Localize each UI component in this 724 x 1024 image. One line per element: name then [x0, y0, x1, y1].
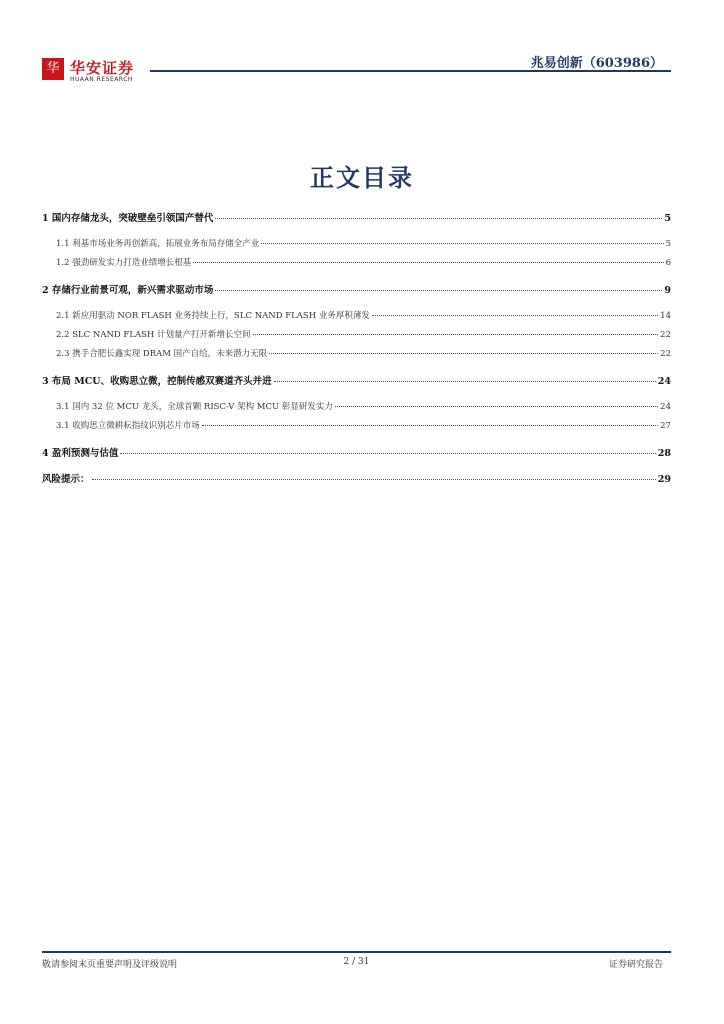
toc-leader-dots [92, 479, 656, 480]
toc-entry[interactable] [42, 309, 671, 325]
header-divider [150, 70, 671, 72]
toc-leader-dots [202, 425, 658, 426]
disclaimer-note: 敬请参阅末页重要声明及评级说明 [42, 960, 178, 970]
toc-entry-page: 24 [660, 402, 671, 412]
toc-entry[interactable] [42, 210, 671, 226]
toc-entry-page: 22 [660, 349, 671, 359]
toc-entry-page: 28 [657, 448, 671, 459]
toc-entry-label: 2.3 携手合肥长鑫实现 DRAM 国产自给，未来潜力无限 [56, 349, 268, 359]
toc-leader-dots [215, 218, 662, 219]
toc-entry[interactable] [42, 347, 671, 363]
toc-leader-dots [335, 406, 658, 407]
toc-entry[interactable] [42, 471, 671, 487]
toc-entry[interactable] [42, 445, 671, 461]
page-number: 2 / 31 [343, 957, 370, 967]
footer-divider [42, 951, 671, 953]
toc-leader-dots [274, 381, 656, 382]
toc-entry[interactable] [42, 419, 671, 435]
brand-logo-icon: 华 [42, 58, 64, 80]
toc-entry[interactable] [42, 282, 671, 298]
toc-entry-page: 6 [665, 258, 671, 268]
toc-entry-label: 3 布局 MCU、收购思立微，控制传感双赛道齐头并进 [42, 376, 272, 387]
toc-entry-page: 9 [664, 285, 671, 296]
toc-entry-label: 风险提示： [42, 474, 90, 485]
toc-entry[interactable] [42, 328, 671, 344]
toc-entry[interactable] [42, 237, 671, 253]
toc-entry-label: 4 盈利预测与估值 [42, 448, 119, 459]
brand-name-cn: 华安证券 [70, 59, 135, 77]
toc-entry-page: 14 [660, 311, 671, 321]
toc-leader-dots [261, 243, 663, 244]
toc-entry[interactable] [42, 256, 671, 272]
report-type: 证券研究报告 [608, 960, 663, 970]
brand-name-en: HUAAN RESEARCH [70, 76, 133, 83]
toc-entry-label: 2.1 新应用驱动 NOR FLASH 业务持续上行，SLC NAND FLASH 业务厚积薄发 [56, 311, 370, 321]
toc-leader-dots [193, 262, 663, 263]
report-title: 兆易创新（603986） [530, 56, 663, 71]
toc-entry-page: 5 [664, 213, 671, 224]
toc-leader-dots [215, 290, 662, 291]
toc-leader-dots [372, 315, 658, 316]
toc-entry-label: 1.2 强劲研发实力打造业绩增长根基 [56, 258, 192, 268]
toc-entry-page: 29 [657, 474, 671, 485]
toc-entry-page: 22 [660, 330, 671, 340]
toc-entry[interactable] [42, 400, 671, 416]
page-footer [42, 957, 671, 971]
toc-entry-label: 2 存储行业前景可观，新兴需求驱动市场 [42, 285, 214, 296]
toc-leader-dots [269, 353, 658, 354]
toc-entry-label: 2.2 SLC NAND FLASH 计划量产打开新增长空间 [56, 330, 251, 340]
toc-entry[interactable] [42, 373, 671, 389]
toc-entry-page: 24 [657, 376, 671, 387]
toc-entry-label: 3.1 国内 32 位 MCU 龙头，全球首颗 RISC-V 架构 MCU 彰显研发实力 [56, 402, 333, 412]
toc-entry-label: 3.1 收购思立微耕耘指纹识别芯片市场 [56, 421, 200, 431]
page-header [42, 50, 671, 88]
toc-entry-label: 1 国内存储龙头，突破壁垒引领国产替代 [42, 213, 214, 224]
toc-entry-label: 1.1 利基市场业务再创新高，拓展业务布局存储全产业 [56, 239, 260, 249]
toc-heading: 正文目录 [310, 163, 414, 192]
toc-leader-dots [120, 453, 655, 454]
toc-entry-page: 5 [665, 239, 671, 249]
toc-entry-page: 27 [660, 421, 671, 431]
toc-leader-dots [253, 334, 659, 335]
